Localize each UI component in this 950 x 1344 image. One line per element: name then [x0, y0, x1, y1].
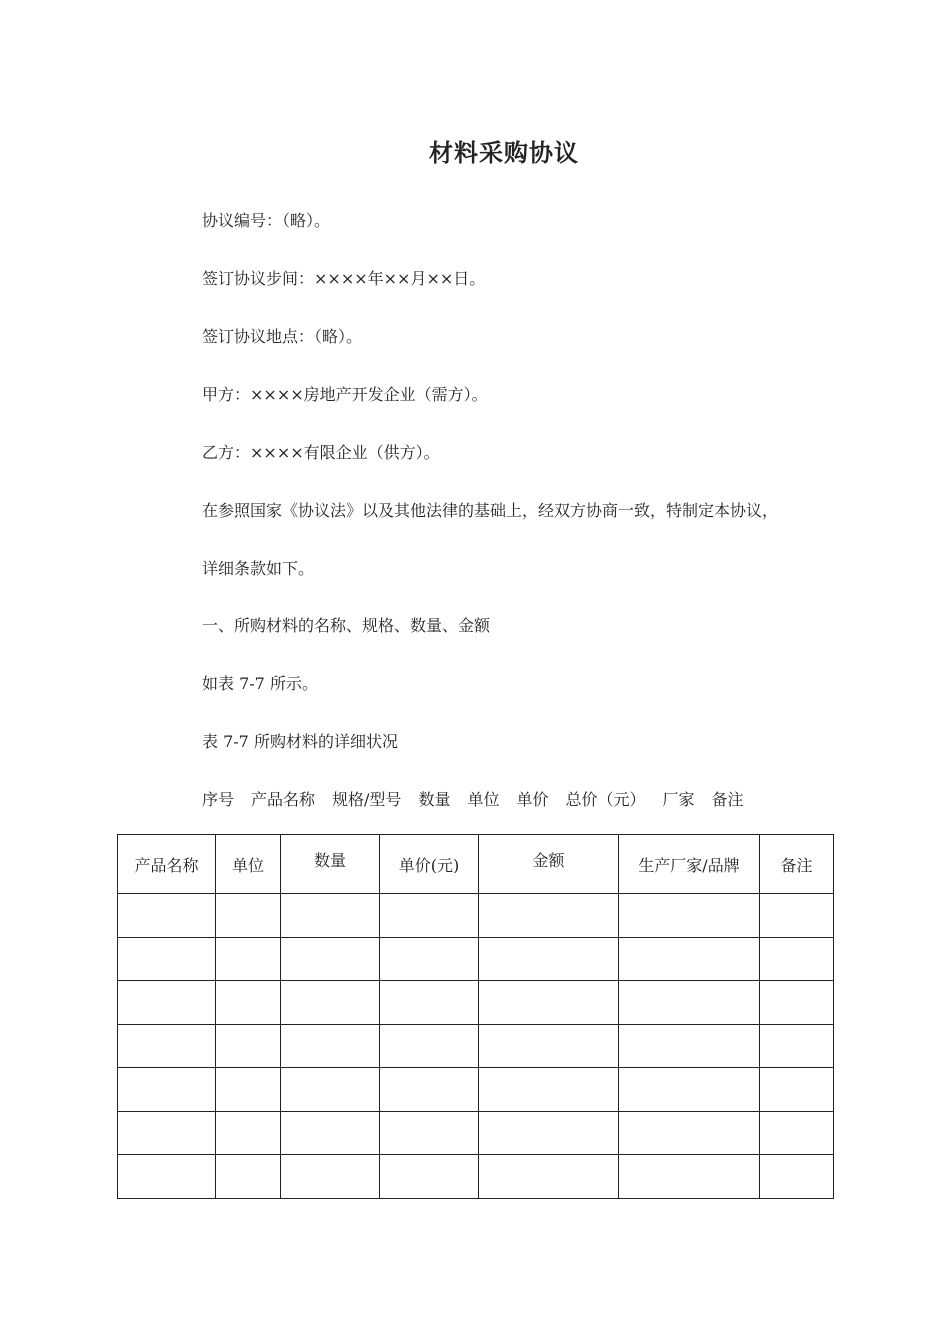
table-row — [118, 937, 834, 981]
party-a: 甲方：××××房地产开发企业（需方）。 — [202, 385, 488, 404]
table-cell — [760, 1155, 834, 1199]
header-word: 总价（元） — [565, 790, 646, 809]
table-cell — [118, 1024, 216, 1068]
table-cell — [118, 981, 216, 1025]
table-cell — [619, 1111, 760, 1155]
table-body — [118, 894, 834, 1199]
table-cell — [619, 1155, 760, 1199]
col-header-remarks: 备注 — [760, 835, 834, 894]
table-caption: 表 7-7 所购材料的详细状况 — [202, 732, 398, 751]
table-cell — [619, 937, 760, 981]
document-title: 材料采购协议 — [429, 138, 579, 167]
table-cell — [216, 1068, 281, 1112]
table-row — [118, 1155, 834, 1199]
table-cell — [380, 937, 479, 981]
table-cell — [281, 1111, 380, 1155]
table-cell — [118, 1155, 216, 1199]
preamble-line-1: 在参照国家《协议法》以及其他法律的基础上，经双方协商一致，特制定本协议， — [202, 501, 779, 520]
column-header-line — [202, 790, 744, 810]
table-cell — [281, 1068, 380, 1112]
agreement-number: 协议编号：（略）。 — [202, 211, 331, 230]
header-word: 产品名称 — [251, 790, 316, 809]
preamble-line-2: 详细条款如下。 — [202, 559, 315, 578]
table-cell — [216, 937, 281, 981]
table-cell — [479, 1111, 619, 1155]
col-header-quantity: 数量 — [281, 835, 380, 894]
party-b: 乙方：××××有限企业（供方）。 — [202, 443, 440, 462]
table-row — [118, 1024, 834, 1068]
table-cell — [216, 1111, 281, 1155]
col-header-manufacturer-brand: 生产厂家/品牌 — [619, 835, 760, 894]
header-word: 备注 — [711, 790, 744, 809]
table-cell — [479, 894, 619, 938]
table-cell — [380, 894, 479, 938]
table-cell — [760, 1068, 834, 1112]
table-cell — [479, 981, 619, 1025]
table-cell — [619, 894, 760, 938]
table-cell — [479, 1024, 619, 1068]
table-cell — [619, 1024, 760, 1068]
table-cell — [380, 1068, 479, 1112]
table-cell — [479, 1068, 619, 1112]
header-word: 规格/型号 — [332, 790, 402, 809]
table-cell — [760, 894, 834, 938]
header-word: 单价 — [516, 790, 549, 809]
col-header-unit-price: 单价(元) — [380, 835, 479, 894]
table-reference: 如表 7-7 所示。 — [202, 674, 318, 693]
table-header-row — [118, 835, 834, 894]
table-cell — [118, 1111, 216, 1155]
table-cell — [281, 894, 380, 938]
table-cell — [479, 937, 619, 981]
table-cell — [760, 937, 834, 981]
table-cell — [281, 981, 380, 1025]
table-row — [118, 1111, 834, 1155]
col-header-amount: 金额 — [479, 835, 619, 894]
table-cell — [281, 1155, 380, 1199]
col-header-unit: 单位 — [216, 835, 281, 894]
table-row — [118, 894, 834, 938]
table-row — [118, 981, 834, 1025]
table-cell — [216, 1024, 281, 1068]
header-word: 厂家 — [662, 790, 695, 809]
table-cell — [216, 981, 281, 1025]
header-word: 单位 — [467, 790, 500, 809]
materials-table — [117, 834, 834, 1199]
table-cell — [760, 1111, 834, 1155]
table-cell — [281, 1024, 380, 1068]
signing-place: 签订协议地点：（略）。 — [202, 327, 363, 346]
table-cell — [619, 1068, 760, 1112]
col-header-product-name: 产品名称 — [118, 835, 216, 894]
table-cell — [479, 1155, 619, 1199]
table-cell — [216, 1155, 281, 1199]
table-cell — [216, 894, 281, 938]
table-cell — [760, 981, 834, 1025]
table-cell — [118, 937, 216, 981]
table-cell — [118, 1068, 216, 1112]
section-heading-1: 一、所购材料的名称、规格、数量、金额 — [202, 616, 491, 635]
table-cell — [619, 981, 760, 1025]
table-cell — [118, 894, 216, 938]
signing-date: 签订协议步间：××××年××月××日。 — [202, 269, 486, 288]
table-cell — [380, 981, 479, 1025]
table-cell — [281, 937, 380, 981]
table-cell — [380, 1111, 479, 1155]
table-cell — [760, 1024, 834, 1068]
header-word: 数量 — [418, 790, 451, 809]
table-cell — [380, 1024, 479, 1068]
table-row — [118, 1068, 834, 1112]
header-word: 序号 — [202, 790, 235, 809]
table-cell — [380, 1155, 479, 1199]
